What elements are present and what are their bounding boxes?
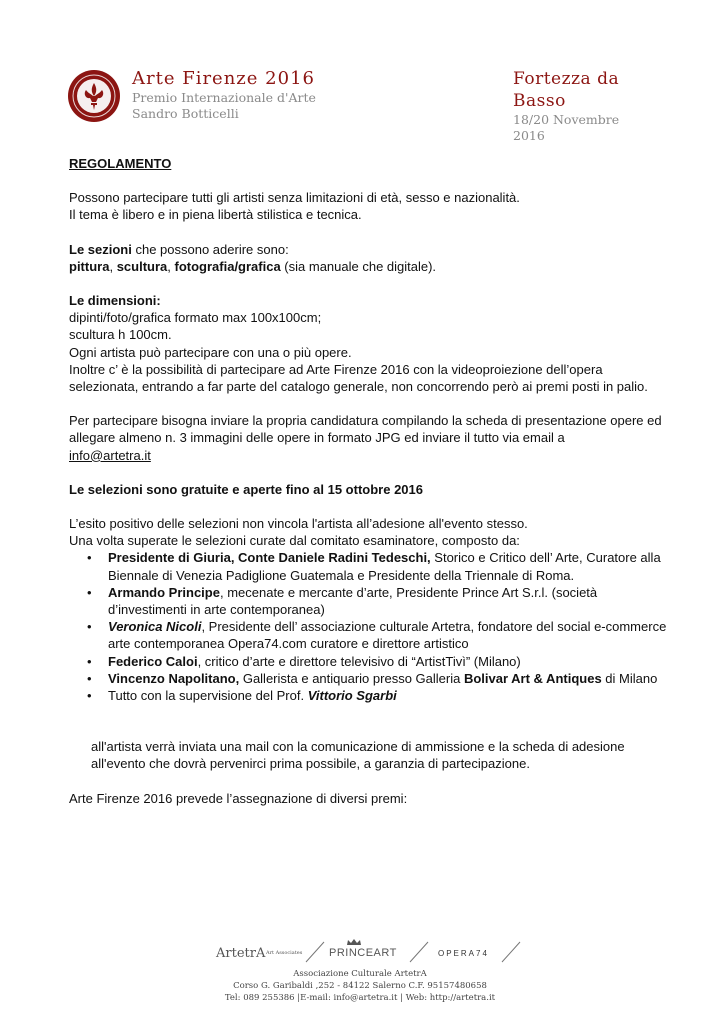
page-title: REGOLAMENTO	[69, 156, 172, 171]
jury-role: Storico e Critico dell’ Arte, Curatore alla Biennale di Venezia Padiglione Guatemala e Presidente della Triennale di Roma.	[108, 550, 661, 583]
slash-divider-icon	[500, 940, 522, 964]
list-item	[69, 549, 669, 583]
event-patron: Sandro Botticelli	[132, 106, 239, 121]
admission-mail-text: all'artista verrà inviata una mail con la comunicazione di ammissione e la scheda di adesione all'evento che dovrà pervenirci prima possibile, a garanzia di partecipazione.	[91, 739, 625, 772]
list-item	[69, 687, 669, 704]
email-link[interactable]: info@artetra.it	[69, 447, 151, 463]
separator: ,	[167, 258, 175, 274]
fleur-de-lis-seal-icon	[66, 68, 122, 124]
slash-divider-icon	[304, 940, 326, 964]
list-item	[69, 653, 669, 670]
section-painting: pittura	[69, 258, 110, 274]
outcome-line-1: L’esito positivo delle selezioni non vincola l'artista all’adesione all'evento stesso.	[69, 516, 528, 532]
footer	[200, 938, 520, 1014]
dimensions-line-4: Inoltre c’ è la possibilità di partecipare ad Arte Firenze 2016 con la videoproiezione dell’opera selezionata, entrando a far parte del catalogo generale, non concorrendo però ai premi posti in palio.	[69, 361, 648, 395]
selection-deadline: Le selezioni sono gratuite e aperte fino al 15 ottobre 2016	[69, 481, 423, 497]
contact-info: Tel: 089 255386 |E-mail: info@artetra.it | Web: http://artetra.it	[224, 993, 496, 1003]
sections-intro	[69, 241, 669, 258]
letterhead	[66, 68, 666, 143]
participation-text: Per partecipare bisogna inviare la propria candidatura compilando la scheda di presentazione opere ed allegare almeno n. 3 immagini delle opere in formato JPG ed inviare il tutto via email a	[69, 413, 662, 446]
outcome-line-2: Una volta superate le selezioni curate dal comitato esaminatore, composto da:	[69, 533, 520, 549]
eligibility-line-2: Il tema è libero e in piena libertà stilistica e tecnica.	[69, 207, 362, 223]
sections-list	[69, 258, 669, 275]
opera74-logo: OPERA74	[438, 949, 489, 958]
jury-role: , mecenate e mercante d’arte, Presidente Prince Art S.r.l. (società d’investimenti in arte contemporanea)	[108, 584, 598, 618]
slash-divider-icon	[408, 940, 430, 964]
gallery-name: Bolivar Art & Antiques	[463, 670, 602, 686]
dimensions-line-3: Ogni artista può partecipare con una o più opere.	[69, 344, 352, 360]
venue-title: Fortezza da Basso	[513, 69, 620, 111]
jury-role: , Presidente dell’ associazione culturale Artetra, fondatore del social e-commerce arte contemporanea Opera74.com curatore e direttore artistico	[108, 619, 667, 652]
jury-name: Armando Principe	[108, 584, 220, 600]
list-item	[69, 670, 669, 687]
crown-icon	[344, 938, 364, 946]
gallery-city: di Milano	[601, 670, 658, 686]
dimensions-line-2: scultura h 100cm.	[69, 327, 172, 343]
association-address	[200, 968, 520, 1004]
prizes-intro: Arte Firenze 2016 prevede l’assegnazione di diversi premi:	[69, 790, 408, 806]
artetra-logo-tagline: Art Associates	[266, 950, 303, 956]
event-year: 2016	[513, 128, 545, 143]
jury-name: Veronica Nicoli	[108, 619, 202, 635]
supervisor-name: Vittorio Sgarbi	[307, 688, 397, 704]
association-name: Associazione Culturale ArtetrA	[293, 969, 427, 979]
princeart-logo: PRINCEART	[329, 947, 397, 959]
sections-text: che possono aderire sono:	[131, 241, 289, 257]
sections-label: Le sezioni	[69, 241, 132, 257]
jury-list	[69, 549, 669, 704]
venue-info	[513, 68, 666, 144]
list-item	[69, 584, 669, 618]
jury-role: , critico d’arte e direttore televisivo di “ArtistTivì” (Milano)	[197, 653, 521, 669]
separator: ,	[109, 258, 117, 274]
regulation-body	[69, 155, 669, 807]
jury-name: Vincenzo Napolitano,	[108, 670, 240, 686]
section-sculpture: scultura	[116, 258, 168, 274]
section-photo: fotografia/grafica	[174, 258, 281, 274]
event-subtitle: Premio Internazionale d'Arte	[132, 90, 316, 105]
jury-name: Presidente di Giuria, Conte Daniele Radini Tedeschi,	[108, 550, 431, 566]
eligibility-line-1: Possono partecipare tutti gli artisti senza limitazioni di età, sesso e nazionalità.	[69, 190, 520, 206]
supervision-text: Tutto con la supervisione del Prof.	[108, 688, 308, 704]
event-dates: 18/20 Novembre	[513, 112, 620, 127]
dimensions-label: Le dimensioni:	[69, 293, 161, 309]
artetra-logo: ArtetrA	[216, 946, 266, 961]
sponsor-logos	[216, 940, 516, 966]
dimensions-line-1: dipinti/foto/grafica formato max 100x100cm;	[69, 310, 322, 326]
list-item	[69, 618, 669, 652]
event-info	[132, 68, 316, 122]
jury-name: Federico Caloi	[108, 653, 198, 669]
jury-role: Gallerista e antiquario presso Galleria	[239, 670, 464, 686]
event-title: Arte Firenze 2016	[132, 68, 315, 89]
postal-address: Corso G. Garibaldi ,252 - 84122 Salerno C.F. 95157480658	[233, 981, 487, 991]
sections-tail: (sia manuale che digitale).	[280, 258, 437, 274]
